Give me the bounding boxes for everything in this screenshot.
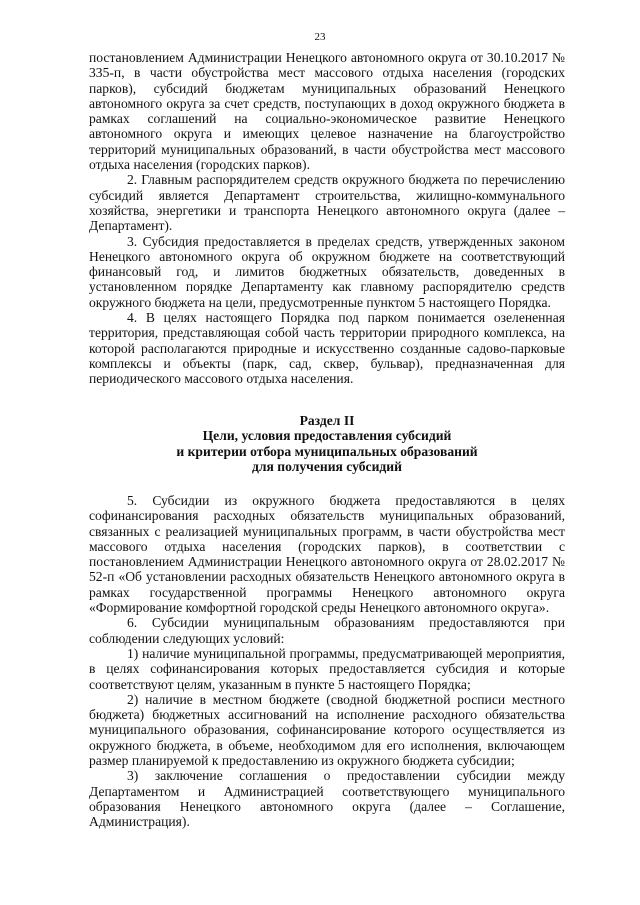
paragraph-continuation: постановлением Администрации Ненецкого автономного округа от 30.10.2017 № 335-п, в части обустройства мест массового отдыха населения (городских парков), субсидий бюджетам муниципальных образований Ненецкого автономного округа за счет средств, поступающих в доход окружного бюджета в рамках соглашений на социально-экономическое развитие Ненецкого автономного округа и имеющих целевое назначение на благоустройство территорий муниципальных образований, в части обустройства мест массового отдыха населения (городских парков). [89, 50, 565, 173]
paragraph-6: 6. Субсидии муниципальным образованиям предоставляются при соблюдении следующих условий: [89, 615, 565, 646]
page-number: 23 [314, 31, 326, 43]
condition-1: 1) наличие муниципальной программы, предусматривающей мероприятия, в целях софинансирования которых предоставляется субсидия и которые соответствуют целям, указанным в пункте 5 настоящего Порядка; [89, 645, 565, 692]
paragraph-3: 3. Субсидия предоставляется в пределах средств, утвержденных законом Ненецкого автономного округа об окружном бюджете на соответствующий финансовый год, и лимитов бюджетных обязательств, доведенных в установленном порядке Департаменту как главному распорядителю средств окружного бюджета на цели, предусмотренные пунктом 5 настоящего Порядка. [89, 233, 565, 310]
paragraph-2: 2. Главным распорядителем средств окружного бюджета по перечислению субсидий является Департамент строительства, жилищно-коммунального хозяйства, энергетики и транспорта Ненецкого автономного округа (далее – Департамент). [89, 172, 565, 234]
condition-3: 3) заключение соглашения о предоставлении субсидии между Департаментом и Администрацией соответствующего муниципального образования Ненецкого автономного округа (далее – Соглашение, Администрация). [89, 768, 565, 830]
document-body-bottom [89, 493, 565, 830]
section-title-line-2: и критерии отбора муниципальных образований [176, 443, 478, 459]
section-number: Раздел II [299, 413, 355, 428]
section-heading [89, 413, 565, 474]
paragraph-4: 4. В целях настоящего Порядка под парком понимается озелененная территория, представляющая собой часть территории природного комплекса, на которой располагаются природные и искусственно созданные садово-парковые комплексы и объекты (парк, сад, сквер, бульвар), предназначенная для периодического массового отдыха населения. [89, 310, 565, 387]
paragraph-5: 5. Субсидии из окружного бюджета предоставляются в целях софинансирования расходных обязательств муниципальных образований, связанных с реализацией муниципальных программ, в части обустройства мест массового отдыха населения (городских парков), в соответствии с постановлением Администрации Ненецкого автономного округа от 28.02.2017 № 52-п «Об установлении расходных обязательств Ненецкого автономного округа в рамках государственной программы Ненецкого автономного округа «Формирование комфортной городской среды Ненецкого автономного округа». [89, 493, 565, 616]
condition-2: 2) наличие в местном бюджете (сводной бюджетной росписи местного бюджета) бюджетных ассигнований на исполнение расходного обязательства муниципального образования, софинансирование которого осуществляется из окружного бюджета, в объеме, необходимом для его исполнения, включающем размер планируемой к предоставлению из окружного бюджета субсидии; [89, 691, 565, 769]
section-title-line-1: Цели, условия предоставления субсидий [202, 428, 452, 444]
section-title-line-3: для получения субсидий [252, 458, 402, 474]
document-body-top [89, 50, 565, 387]
